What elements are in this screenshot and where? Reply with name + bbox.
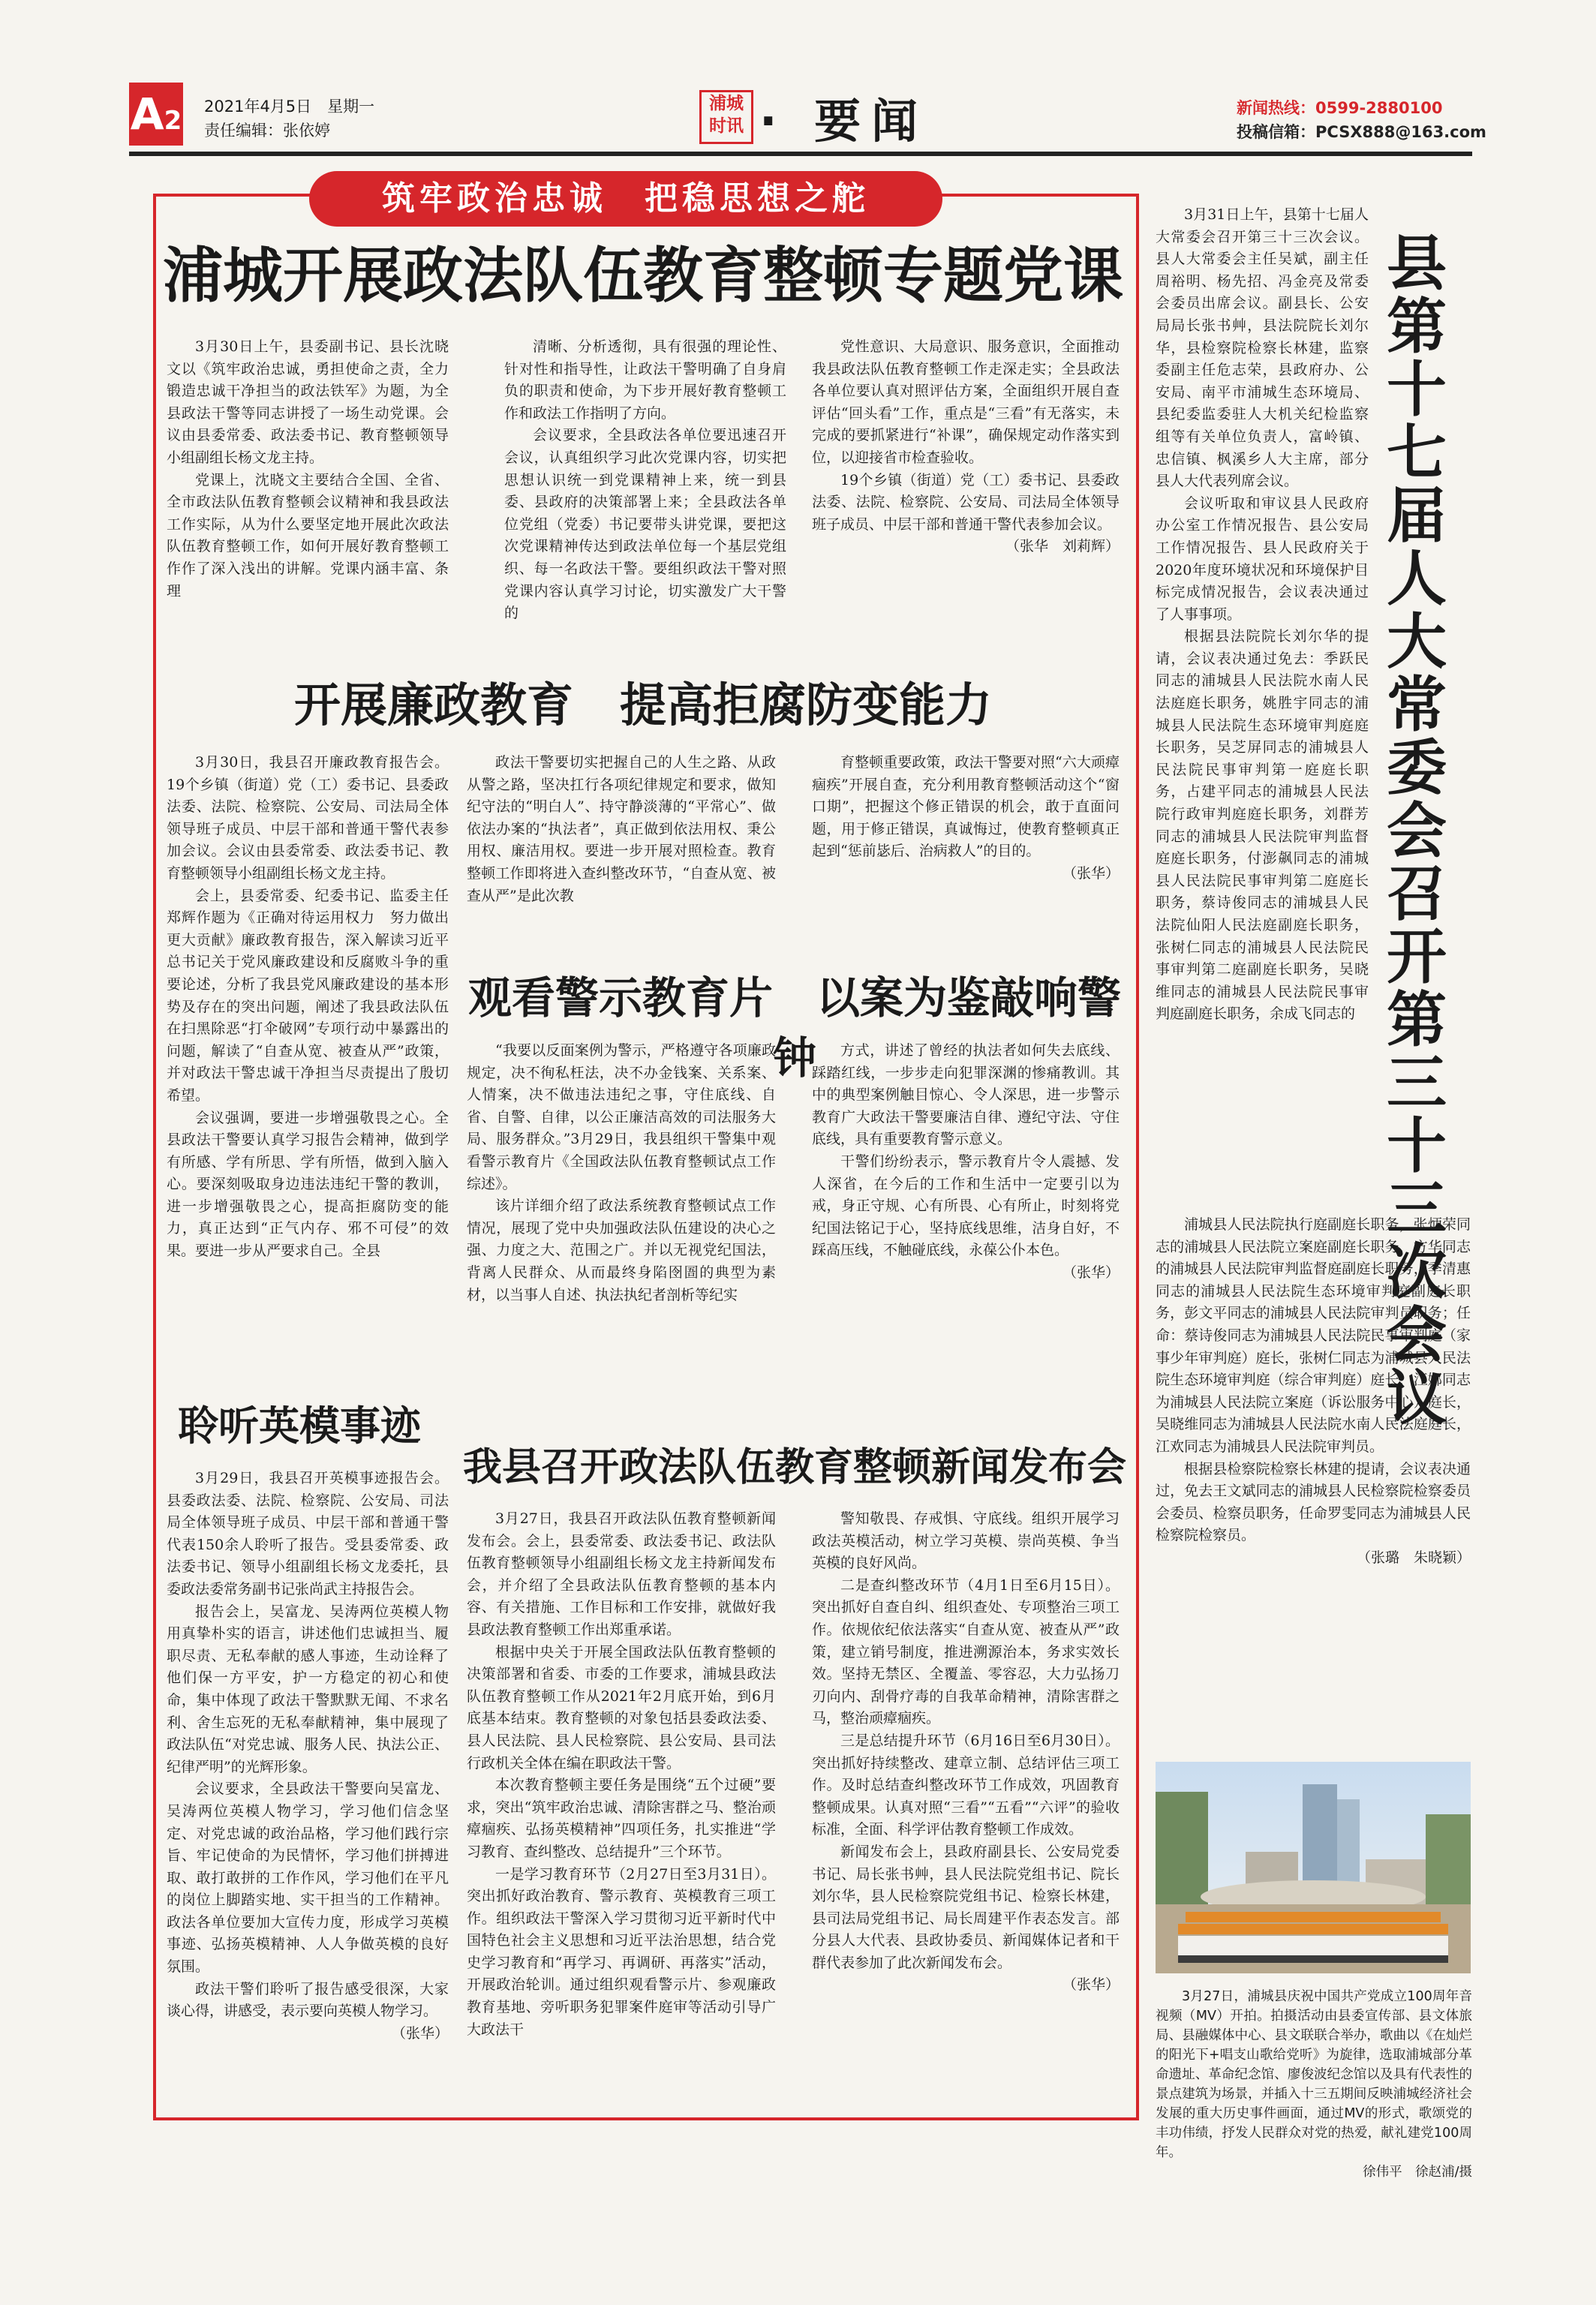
headline-glyph: 三 <box>1387 1174 1447 1244</box>
article6-byline: （张璐 朱晓颖） <box>1356 1549 1471 1566</box>
article5-col1: 3月27日，我县召开政法队伍教育整顿新闻发布会。会上，县委常委、政法委书记、政法队伍教育整顿领导小组副组长杨文龙主持新闻发布会，并介绍了全县政法队伍教育整顿的基本内容、有关措施、工作目标和工作安排，就做好我县政法教育整顿工作出郑重承诺。 根据中央关于开展全国政法队伍教育整顿的决策部署和省委、市委的工作要求，浦城县政法队伍教育整顿工作从2021年2月底开始，到6月底基本结束。教育整顿的对象包括县委政法委、县人民法院、县人民检察院、县公安局、县司法行政机关全体在编在职政法干警。 本次教育整顿主要任务是围绕“五个过硬”要求，突出“筑牢政治忠诚、清除害群之马、整治顽瘴痼疾、弘扬英模精神”四项任务，扎实推进“学习教育、查纠整改、总结提升”三个环节。 一是学习教育环节（2月27日至3月31日）。突出抓好政治教育、警示教育、英模教育三项工作。组织政法干警深入学习贯彻习近平新时代中国特色社会主义思想和习近平法治思想，结合党史学习教育和“再学习、再调研、再落实”活动，开展政治轮训。通过组织观看警示片、参观廉政教育基地、旁听职务犯罪案件庭审等活动引导广大政法干 <box>467 1510 776 2038</box>
headline-glyph: 十 <box>1387 355 1447 425</box>
article3-col2: 方式，讲述了曾经的执法者如何失去底线、踩踏红线，一步步走向犯罪深渊的惨痛教训。其中的典型案例触目惊心、令人深思，进一步警示教育广大政法干警要廉洁自律、遵纪守法、守住底线，具有重要教育警示意义。 干警们纷纷表示，警示教育片令人震撼、发人深省，在今后的工作和生活中一定要引以为戒，身正守规、心有所畏、心有所止，时刻将党纪国法铭记于心，坚持底线思维，洁身自好，不踩高压线，不触碰底线，永葆公仆本色。 （张华） <box>812 1040 1120 1385</box>
article2-col1: 3月30日，我县召开廉政教育报告会。19个乡镇（街道）党（工）委书记、县委政法委、法院、检察院、公安局、司法局全体领导班子成员、中层干部和普通干警代表参加会议。会议由县委常委、政法委书记、教育整顿领导小组副组长杨文龙主持。 会上，县委常委、纪委书记、监委主任郑辉作题为《正确对待运用权力 努力做出更大贡献》廉政教育报告，深入解读习近平总书记关于党风廉政建设和反腐败斗争的重要论述，分析了我县党风廉政建设的基本形势及存在的突出问题，阐述了我县政法队伍在扫黑除恶“打伞破网”专项行动中暴露出的问题，解读了“自查从宽、被查从严”政策，并对政法干警忠诚干净担当尽责提出了殷切希望。 会议强调，要进一步增强敬畏之心。全县政法干警要认真学习报告会精神，做到学有所感、学有所思、学有所悟，做到入脑入心。要深刻吸取身边违法违纪干警的教训，进一步增强敬畏之心，提高拒腐防变的能力，真正达到“正气内存、邪不可侵”的效果。要进一步从严要求自己。全县 <box>167 754 449 1260</box>
article5-headline: 我县召开政法队伍教育整顿新闻发布会 <box>462 1444 1126 1490</box>
issue-info <box>204 95 374 143</box>
article5-col2: 警知敬畏、存戒惧、守底线。组织开展学习政法英模活动，树立学习英模、崇尚英模、争当英模的良好风尚。 二是查纠整改环节（4月1日至6月15日）。突出抓好自查自纠、组织查处、专项整治三项工作。依规依纪依法落实“自查从宽、被查从严”政策，建立销号制度，推进溯源治本，务求实效长效。坚持无禁区、全覆盖、零容忍，大力弘扬刀刃向内、刮骨疗毒的自我革命精神，清除害群之马，整治顽瘴痼疾。 三是总结提升环节（6月16日至6月30日）。突出抓好持续整改、建章立制、总结评估三项工作。及时总结查纠整改环节工作成效，巩固教育整顿成果。认真对照“三看”“五看”“六评”的验收标准，全面、科学评估教育整顿工作成效。 新闻发布会上，县政府副县长、公安局党委书记、局长张书艸，县人民法院党组书记、院长刘尔华，县人民检察院党组书记、检察长林建，县司法局党组书记、局长周建平作表态发言。部分县人大代表、县政协委员、新闻媒体记者和干群代表参加了此次新闻发布会。 （张华） <box>812 1508 1120 2105</box>
headline-glyph: 议 <box>1387 1363 1447 1433</box>
article5-byline: （张华） <box>1062 1976 1120 1994</box>
article1-col1: 3月30日上午，县委副书记、县长沈晓文以《筑牢政治忠诚，勇担使命之责，全力锻造忠诚干净担当的政法铁军》为题，为全县政法干警等同志讲授了一场生动党课。会议由县委常委、政法委书记、教育整顿领导小组副组长杨文龙主持。 党课上，沈晓文主要结合全国、全省、全市政法队伍教育整顿会议精神和我县政法工作实际，从为什么要坚定地开展此次政法队伍教育整顿工作，如何开展好教育整顿工作作了深入浅出的讲解。党课内涵丰富、条理 <box>167 338 449 600</box>
article6-col-narrow: 3月31日上午，县第十七届人大常委会召开第三十三次会议。县人大常委会主任吴斌，副主任周裕明、杨先招、冯金亮及常委会委员出席会议。副县长、公安局局长张书艸，县法院院长刘尔华，县检察院检察长林建，监察委副主任危志荣，县政府办、公安局、南平市浦城生态环境局、县纪委监委驻人大机关纪检监察组等有关单位负责人，富岭镇、忠信镇、枫溪乡人大主席，部分县人大代表列席会议。 会议听取和审议县人民政府办公室工作情况报告、县公安局工作情况报告、县人民政府关于2020年度环境状况和环境保护目标完成情况报告，会议表决通过了人事事项。 根据县法院院长刘尔华的提请，会议表决通过免去：季跃民同志的浦城县人民法院水南人民法庭庭长职务，姚胜宇同志的浦城县人民法院生态环境审判庭庭长职务，吴芝屏同志的浦城县人民法院民事审判第一庭庭长职务，占建平同志的浦城县人民法院行政审判庭庭长职务，刘群芳同志的浦城县人民法院审判监督庭庭长职务，付澎飙同志的浦城县人民法院民事审判第二庭庭长职务，蔡诗俊同志的浦城县人民法院仙阳人民法庭副庭长职务，张树仁同志的浦城县人民法院民事审判第二庭副庭长职务，吴晓维同志的浦城县人民法院民事审判庭副庭长职务，余成飞同志的 <box>1156 206 1369 1023</box>
article2-headline: 开展廉政教育 提高拒腐防变能力 <box>293 678 992 732</box>
article6-col-wide: 浦城县人民法院执行庭副庭长职务，张炳荣同志的浦城县人民法院立案庭副庭长职务，方华同志的浦城县人民法院审判监督庭副庭长职务，季清惠同志的浦城县人民法院生态环境审判庭副庭长职务，彭文平同志的浦城县人民法院审判员职务；任命：蔡诗俊同志为浦城县人民法院民事审判庭（家事少年审判庭）庭长，张树仁同志为浦城县人民法院生态环境审判庭（综合审判庭）庭长，江娜同志为浦城县人民法院立案庭（诉讼服务中心）庭长，吴晓维同志为浦城县人民法院水南人民法庭庭长，江欢同志为浦城县人民法院审判员。 根据县检察院检察长林建的提请，会议表决通过，免去王文斌同志的浦城县人民检察院检察委员会委员、检察员职务，任命罗雯同志为浦城县人民检察院检察员。 （张璐 朱晓颖） <box>1156 1214 1471 1748</box>
headline-glyph: 人 <box>1387 544 1447 614</box>
headline-glyph: 常 <box>1387 670 1447 740</box>
headline-glyph: 第 <box>1387 292 1447 362</box>
article4-byline: （张华） <box>391 2024 449 2042</box>
article1-headline: 浦城开展政法队伍教育整顿专题党课 <box>163 241 1123 311</box>
article2-col3: 育整顿重要政策，政法干警要对照“六大顽瘴痼疾”开展自查，充分利用教育整顿活动这个“窗口期”，把握这个修正错误的机会，敢于直面问题，用于修正错误，真诚悔过，使教育整顿真正起到“惩前毖后、治病救人”的目的。 （张华） <box>812 752 1120 956</box>
headline-glyph: 七 <box>1387 418 1447 488</box>
article3-headline: 观看警示教育片 以案为鉴敲响警钟 <box>467 972 1121 1083</box>
photo-caption: 3月27日，浦城县庆祝中国共产党成立100周年音视频（MV）开拍。拍摄活动由县委宣传部、县文体旅局、县融媒体中心、县文联联合举办，歌曲以《在灿烂的阳光下+唱支山歌给党听》为旋律，选取浦城部分革命遗址、革命纪念馆、廖俊波纪念馆以及具有代表性的景点建筑为场景，并插入十三五期间反映浦城经济社会发展的重大历史事件画面，通过MV的形式，歌颂党的丰功伟绩，抒发人民群众对党的热爱，献礼建党100周年。 徐伟平 徐赵浦/摄 <box>1156 1987 1472 2182</box>
article4-headline: 聆听英模事迹 <box>178 1402 421 1450</box>
photo-credit: 徐伟平 徐赵浦/摄 <box>1363 2165 1472 2180</box>
article2-byline: （张华） <box>1062 864 1120 882</box>
issue-date: 2021年4月5日 星期一 <box>204 98 375 116</box>
headline-glyph: 会 <box>1387 796 1447 866</box>
headline-glyph: 次 <box>1387 1237 1447 1307</box>
masthead-rule <box>129 152 1472 156</box>
headline-glyph: 县 <box>1387 229 1447 299</box>
headline-glyph: 大 <box>1387 607 1447 677</box>
article2-col2: 政法干警要切实把握自己的人生之路、从政从警之路，坚决扛行各项纪律规定和要求，做知纪守法的“明白人”、持守静淡薄的“平常心”、做依法办案的“执法者”，真正做到依法用权、秉公用权、廉洁用权。要进一步开展对照检查。教育整顿工作即将进入查纠整改环节，“自查从宽、被查从严”是此次教 <box>467 754 776 904</box>
article1-col3: 党性意识、大局意识、服务意识，全面推动我县政法队伍教育整顿工作走深走实；全县政法各单位要认真对照评估方案，全面组织开展自查评估“回头看”工作，重点是“三看”有无落实，未完成的要抓紧进行“补课”，确保规定动作落实到位，以迎接省市检查验收。 19个乡镇（街道）党（工）委书记、县委政法委、法院、检察院、公安局、司法局全体领导班子成员、中层干部和普通干警代表参加会议。 （张华 刘莉辉） <box>812 336 1120 666</box>
page-number-badge: A2 <box>129 83 183 146</box>
headline-glyph: 届 <box>1387 481 1447 551</box>
submission-email: 投稿信箱：PCSX888@163.com <box>1237 123 1486 141</box>
headline-glyph: 十 <box>1387 1111 1447 1181</box>
article3-col1: “我要以反面案例为警示，严格遵守各项廉政规定，决不徇私枉法，决不办金钱案、关系案、人情案，决不做违法违纪之事，守住底线、自省、自警、自律，以公正廉洁高效的司法服务大局、服务群众。”3月29日，我县组织干警集中观看警示教育片《全国政法队伍教育整顿试点工作综述》。 该片详细介绍了政法系统教育整顿试点工作情况，展现了党中央加强政法队伍建设的决心之强、力度之大、范围之广。并以无视党纪国法，背离人民群众、从而最终身陷囹圄的典型为素材，以当事人自述、执法执纪者剖析等纪实 <box>467 1042 776 1303</box>
feature-banner: 筑牢政治忠诚 把稳思想之舵 <box>309 171 942 227</box>
headline-glyph: 开 <box>1387 922 1447 992</box>
article4-col1: 3月29日，我县召开英模事迹报告会。县委政法委、法院、检察院、公安局、司法局全体领导班子成员、中层干部和普通干警代表150余人聆听了报告。受县委常委、政法委书记、领导小组副组长杨文龙委托，县委政法委常务副书记张尚武主持报告会。 报告会上，吴富龙、吴涛两位英模人物用真挚朴实的语言，讲述他们忠诚担当、履职尽责、无私奉献的感人事迹，生动诠释了他们保一方平安，护一方稳定的初心和使命，集中体现了政法干警默默无闻、不求名利、舍生忘死的无私奉献精神，集中展现了政法队伍“对党忠诚、服务人民、执法公正、纪律严明”的光辉形象。 会议要求，全县政法干警要向吴富龙、吴涛两位英模人物学习，学习他们信念坚定、对党忠诚的政治品格，学习他们践行宗旨、牢记使命的为民情怀，学习他们拼搏进取、敢打敢拼的工作作风，学习他们在平凡的岗位上脚踏实地、实干担当的工作精神。政法各单位要加大宣传力度，形成学习英模事迹、弘扬英模精神、人人争做英模的良好氛围。 政法干警们聆听了报告感受很深，大家谈心得，讲感受，表示要向英模人物学习。 （张华） <box>167 1468 449 2105</box>
headline-glyph: 召 <box>1387 859 1447 929</box>
mv-shoot-photo <box>1156 1762 1471 1973</box>
article3-byline: （张华） <box>1062 1264 1120 1281</box>
newspaper-logo: 浦城 时讯 <box>699 90 753 144</box>
contact-info <box>1237 96 1486 144</box>
hotline: 新闻热线：0599-2880100 <box>1237 99 1443 117</box>
article1-byline: （张华 刘莉辉） <box>1005 538 1120 555</box>
section-title: · 要闻 <box>759 94 929 149</box>
headline-glyph: 第 <box>1387 985 1447 1055</box>
headline-glyph: 会 <box>1387 1300 1447 1370</box>
issue-editor: 责任编辑：张依婷 <box>204 122 330 140</box>
headline-glyph: 三 <box>1387 1048 1447 1118</box>
article1-col2: 清晰、分析透彻，具有很强的理论性、针对性和指导性，让政法干警明确了自身肩负的职责和使命，为下步开展好教育整顿工作和政法工作指明了方向。 会议要求，全县政法各单位要迅速召开会议，认真组织学习此次党课内容，切实把思想认识统一到党课精神上来，统一到县委、县政府的决策部署上来；全县政法各单位党组（党委）书记要带头讲党课，要把这次党课精神传达到政法单位每一个基层党组织、每一名政法干警。要组织政法干警对照党课内容认真学习讨论，切实激发广大干警的 <box>504 338 786 622</box>
headline-glyph: 委 <box>1387 733 1447 803</box>
